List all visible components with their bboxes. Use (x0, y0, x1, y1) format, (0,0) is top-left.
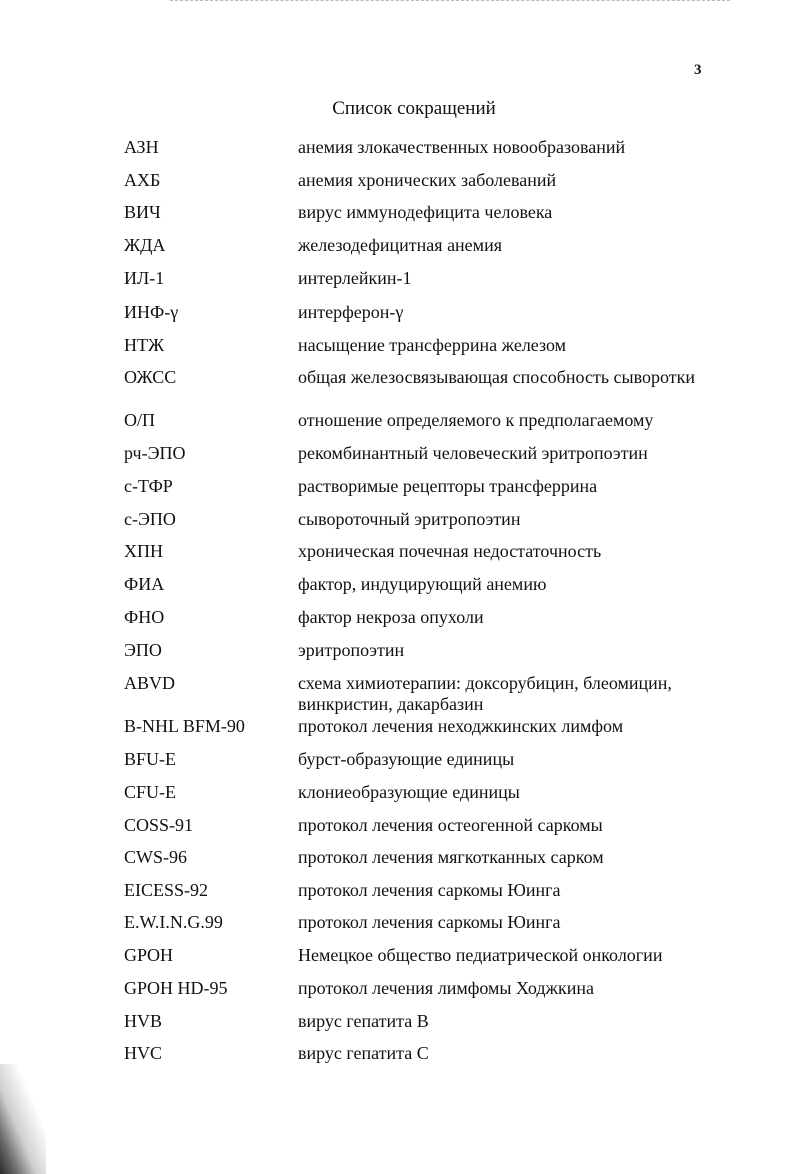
definition: анемия хронических заболеваний (298, 170, 557, 190)
definition: клониеобразующие единицы (298, 782, 520, 802)
definition: растворимые рецепторы трансферрина (298, 476, 598, 496)
abbreviation: ИНФ-γ (124, 302, 179, 322)
abbreviation: АХБ (124, 170, 161, 190)
abbreviation: HVB (124, 1011, 163, 1031)
abbreviation: COSS-91 (124, 815, 194, 835)
definition: вирус иммунодефицита человека (298, 202, 553, 222)
abbreviation: ХПН (124, 541, 163, 561)
definition: Немецкое общество педиатрической онкологии (298, 945, 663, 965)
abbreviation: B-NHL BFM-90 (124, 716, 245, 736)
definition: схема химиотерапии: доксорубицин, блеомицин, винкристин, дакарбазин (298, 673, 672, 714)
definition: бурст-образующие единицы (298, 749, 515, 769)
abbreviation: HVC (124, 1043, 163, 1063)
abbreviation: с-ТФР (124, 476, 173, 496)
abbreviation: CFU-E (124, 782, 177, 802)
abbreviation: О/П (124, 410, 155, 430)
abbreviation: ABVD (124, 673, 176, 693)
definition: рекомбинантный человеческий эритропоэтин (298, 443, 648, 463)
definition: протокол лечения саркомы Юинга (298, 880, 561, 900)
abbreviation: ВИЧ (124, 202, 161, 222)
abbreviation: АЗН (124, 137, 159, 157)
abbreviation: GPOH HD-95 (124, 978, 228, 998)
abbreviation: EICESS-92 (124, 880, 209, 900)
abbreviation: ЭПО (124, 640, 162, 660)
definition: протокол лечения лимфомы Ходжкина (298, 978, 594, 998)
definition: анемия злокачественных новообразований (298, 137, 626, 157)
page-title: Список сокращений (332, 98, 496, 119)
definition: общая железосвязывающая способность сыворотки (298, 367, 696, 387)
page-number: 3 (694, 62, 702, 78)
definition: вирус гепатита С (298, 1043, 429, 1063)
definition: вирус гепатита В (298, 1011, 429, 1031)
abbreviation: BFU-E (124, 749, 177, 769)
definition: фактор некроза опухоли (298, 607, 484, 627)
definition: интерферон-γ (298, 302, 404, 322)
abbreviation: НТЖ (124, 335, 165, 355)
definition: эритропоэтин (298, 640, 405, 660)
abbreviation: ИЛ-1 (124, 268, 165, 288)
abbreviation: ОЖСС (124, 367, 177, 387)
abbreviation: рч-ЭПО (124, 443, 186, 463)
abbreviation: ФНО (124, 607, 165, 627)
definition: протокол лечения неходжкинских лимфом (298, 716, 624, 736)
definition: железодефицитная анемия (298, 235, 502, 255)
abbreviation: GPOH (124, 945, 174, 965)
abbreviation: ФИА (124, 574, 165, 594)
abbreviation: E.W.I.N.G.99 (124, 912, 223, 932)
definition: хроническая почечная недостаточность (298, 541, 602, 561)
definition: протокол лечения мягкотканных сарком (298, 847, 604, 867)
abbreviation: с-ЭПО (124, 509, 176, 529)
definition: интерлейкин-1 (298, 268, 412, 288)
definition: отношение определяемого к предполагаемому (298, 410, 654, 430)
definition: протокол лечения остеогенной саркомы (298, 815, 603, 835)
abbreviation: ЖДА (124, 235, 166, 255)
definition: насыщение трансферрина железом (298, 335, 567, 355)
definition: фактор, индуцирующий анемию (298, 574, 547, 594)
definition: сывороточный эритропоэтин (298, 509, 521, 529)
definition: протокол лечения саркомы Юинга (298, 912, 561, 932)
abbreviation: CWS-96 (124, 847, 187, 867)
